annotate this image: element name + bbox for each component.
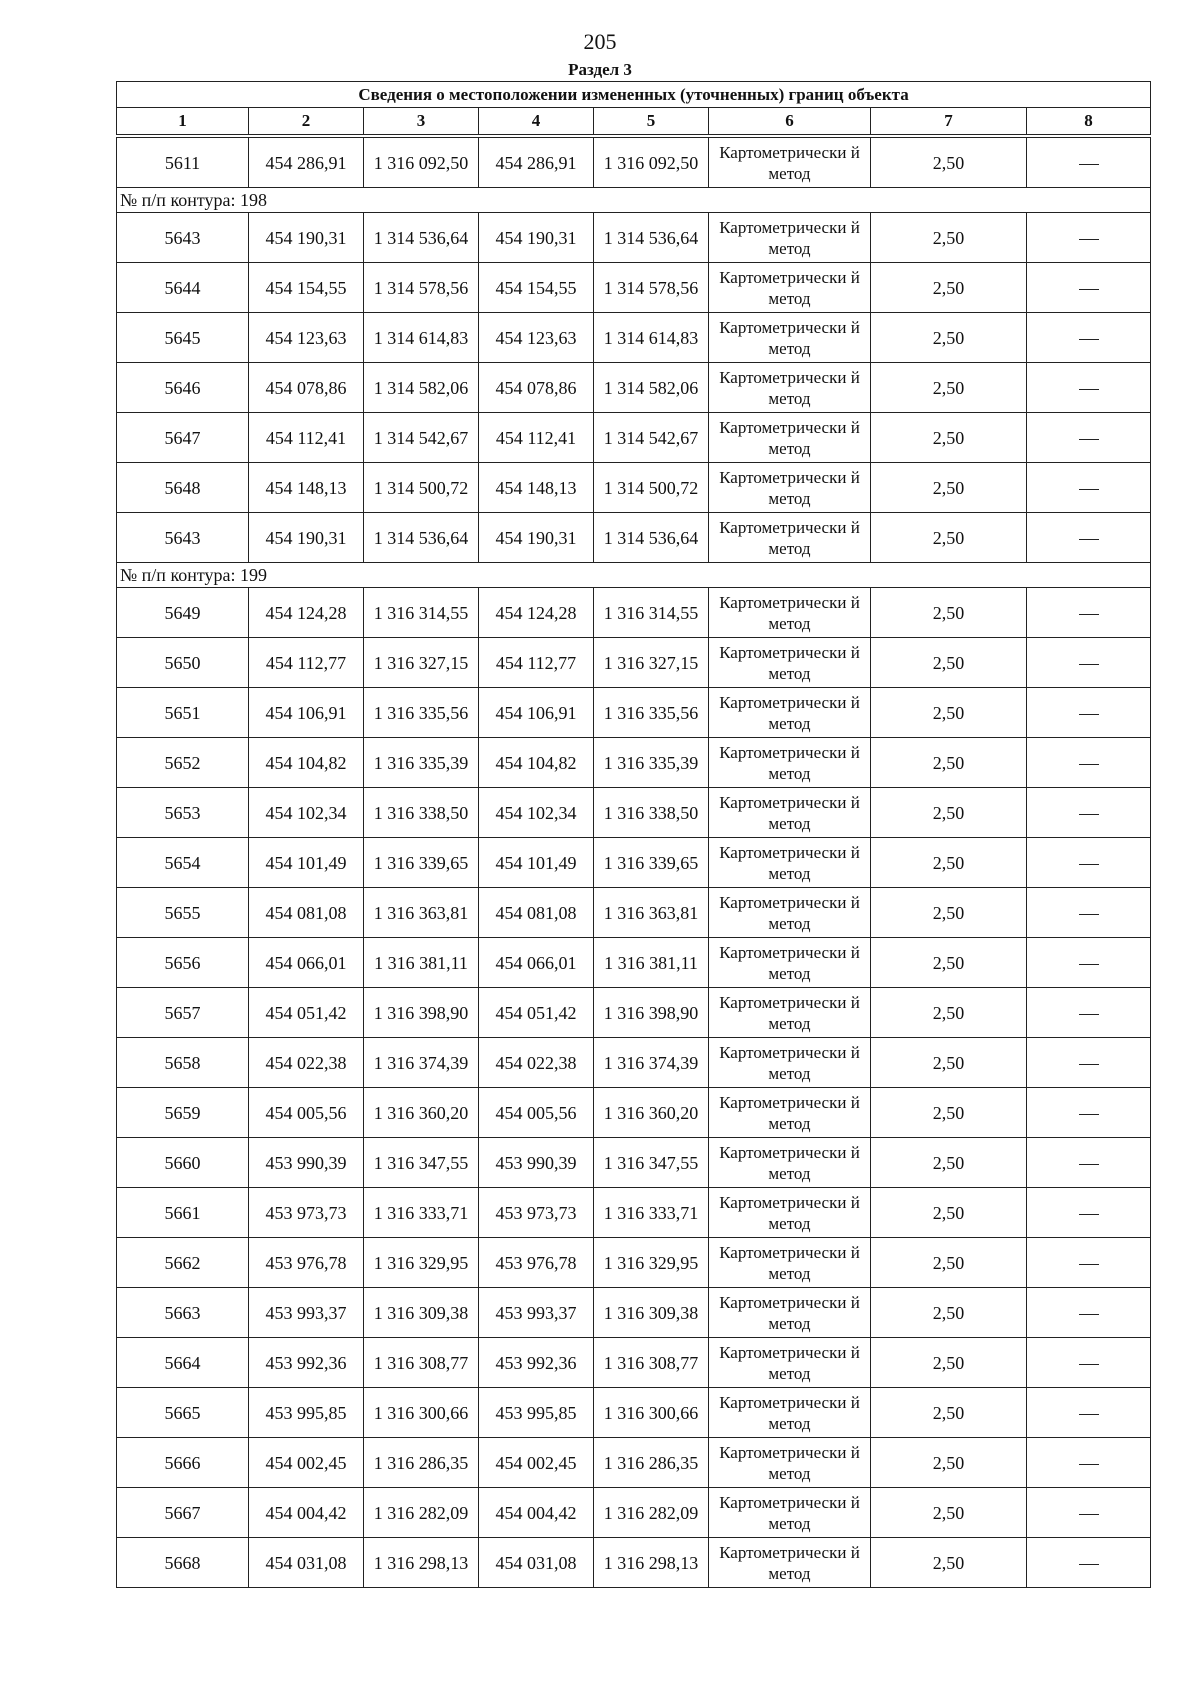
y-coordinate-new-cell: 1 316 363,81 <box>594 888 709 938</box>
y-coordinate-new-cell: 1 314 536,64 <box>594 513 709 563</box>
x-coordinate-cell: 454 066,01 <box>249 938 364 988</box>
dash-mark <box>1079 1414 1099 1415</box>
table-row <box>117 688 1151 738</box>
y-coordinate-new-cell: 1 316 286,35 <box>594 1438 709 1488</box>
x-coordinate-cell: 454 286,91 <box>249 138 364 188</box>
accuracy-cell: 2,50 <box>871 1488 1027 1538</box>
table-caption: Сведения о местоположении измененных (уточненных) границ объекта <box>117 82 1151 108</box>
dash-mark <box>1079 814 1099 815</box>
y-coordinate-cell: 1 316 092,50 <box>364 138 479 188</box>
y-coordinate-cell: 1 316 308,77 <box>364 1338 479 1388</box>
point-number-cell: 5665 <box>117 1388 249 1438</box>
point-number-cell: 5647 <box>117 413 249 463</box>
method-cell: Картометрически й метод <box>709 788 871 838</box>
y-coordinate-new-cell: 1 316 339,65 <box>594 838 709 888</box>
x-coordinate-cell: 454 112,77 <box>249 638 364 688</box>
table-row <box>117 463 1151 513</box>
method-cell: Картометрически й метод <box>709 313 871 363</box>
point-number-cell: 5611 <box>117 138 249 188</box>
x-coordinate-cell: 453 990,39 <box>249 1138 364 1188</box>
table-row <box>117 788 1151 838</box>
dash-mark <box>1079 489 1099 490</box>
note-cell <box>1027 1538 1151 1588</box>
dash-mark <box>1079 864 1099 865</box>
note-cell <box>1027 263 1151 313</box>
accuracy-cell: 2,50 <box>871 838 1027 888</box>
accuracy-cell: 2,50 <box>871 988 1027 1038</box>
method-cell: Картометрически й метод <box>709 1138 871 1188</box>
table-row <box>117 1138 1151 1188</box>
x-coordinate-new-cell: 454 102,34 <box>479 788 594 838</box>
method-cell: Картометрически й метод <box>709 1338 871 1388</box>
point-number-cell: 5653 <box>117 788 249 838</box>
x-coordinate-new-cell: 454 123,63 <box>479 313 594 363</box>
y-coordinate-new-cell: 1 316 347,55 <box>594 1138 709 1188</box>
method-cell: Картометрически й метод <box>709 138 871 188</box>
method-cell: Картометрически й метод <box>709 838 871 888</box>
x-coordinate-cell: 454 123,63 <box>249 313 364 363</box>
dash-mark <box>1079 1014 1099 1015</box>
y-coordinate-new-cell: 1 314 536,64 <box>594 213 709 263</box>
y-coordinate-cell: 1 316 327,15 <box>364 638 479 688</box>
point-number-cell: 5666 <box>117 1438 249 1488</box>
dash-mark <box>1079 1364 1099 1365</box>
x-coordinate-cell: 453 995,85 <box>249 1388 364 1438</box>
dash-mark <box>1079 1514 1099 1515</box>
table-row <box>117 1538 1151 1588</box>
y-coordinate-new-cell: 1 316 335,56 <box>594 688 709 738</box>
point-number-cell: 5663 <box>117 1288 249 1338</box>
dash-mark <box>1079 1214 1099 1215</box>
point-number-cell: 5643 <box>117 513 249 563</box>
y-coordinate-new-cell: 1 316 381,11 <box>594 938 709 988</box>
y-coordinate-cell: 1 316 329,95 <box>364 1238 479 1288</box>
dash-mark <box>1079 539 1099 540</box>
note-cell <box>1027 838 1151 888</box>
contour-label: № п/п контура: 199 <box>117 563 1151 588</box>
column-number: 5 <box>594 108 709 135</box>
method-cell: Картометрически й метод <box>709 938 871 988</box>
y-coordinate-cell: 1 316 300,66 <box>364 1388 479 1438</box>
accuracy-cell: 2,50 <box>871 788 1027 838</box>
column-number: 8 <box>1027 108 1151 135</box>
dash-mark <box>1079 764 1099 765</box>
dash-mark <box>1079 1564 1099 1565</box>
x-coordinate-new-cell: 454 101,49 <box>479 838 594 888</box>
y-coordinate-new-cell: 1 314 542,67 <box>594 413 709 463</box>
x-coordinate-new-cell: 454 078,86 <box>479 363 594 413</box>
method-cell: Картометрически й метод <box>709 988 871 1038</box>
point-number-cell: 5650 <box>117 638 249 688</box>
table-row <box>117 513 1151 563</box>
column-number: 7 <box>871 108 1027 135</box>
accuracy-cell: 2,50 <box>871 1138 1027 1188</box>
y-coordinate-new-cell: 1 316 333,71 <box>594 1188 709 1238</box>
note-cell <box>1027 513 1151 563</box>
table-row <box>117 213 1151 263</box>
y-coordinate-new-cell: 1 316 092,50 <box>594 138 709 188</box>
table-row <box>117 1038 1151 1088</box>
table-row <box>117 1488 1151 1538</box>
contour-row <box>117 563 1151 588</box>
y-coordinate-cell: 1 316 398,90 <box>364 988 479 1038</box>
column-number: 4 <box>479 108 594 135</box>
method-cell: Картометрически й метод <box>709 1288 871 1338</box>
dash-mark <box>1079 339 1099 340</box>
page-number: 205 <box>583 29 617 54</box>
x-coordinate-cell: 454 004,42 <box>249 1488 364 1538</box>
note-cell <box>1027 1238 1151 1288</box>
y-coordinate-new-cell: 1 316 300,66 <box>594 1388 709 1438</box>
y-coordinate-cell: 1 314 582,06 <box>364 363 479 413</box>
note-cell <box>1027 1038 1151 1088</box>
dash-mark <box>1079 614 1099 615</box>
accuracy-cell: 2,50 <box>871 638 1027 688</box>
note-cell <box>1027 888 1151 938</box>
table-row <box>117 988 1151 1038</box>
column-number: 2 <box>249 108 364 135</box>
y-coordinate-new-cell: 1 316 335,39 <box>594 738 709 788</box>
x-coordinate-cell: 453 993,37 <box>249 1288 364 1338</box>
x-coordinate-cell: 454 005,56 <box>249 1088 364 1138</box>
x-coordinate-new-cell: 454 002,45 <box>479 1438 594 1488</box>
note-cell <box>1027 1488 1151 1538</box>
note-cell <box>1027 1438 1151 1488</box>
x-coordinate-cell: 454 002,45 <box>249 1438 364 1488</box>
x-coordinate-cell: 453 976,78 <box>249 1238 364 1288</box>
dash-mark <box>1079 1164 1099 1165</box>
y-coordinate-cell: 1 316 339,65 <box>364 838 479 888</box>
point-number-cell: 5657 <box>117 988 249 1038</box>
dash-mark <box>1079 914 1099 915</box>
x-coordinate-new-cell: 454 124,28 <box>479 588 594 638</box>
y-coordinate-cell: 1 316 314,55 <box>364 588 479 638</box>
x-coordinate-new-cell: 454 104,82 <box>479 738 594 788</box>
x-coordinate-cell: 454 104,82 <box>249 738 364 788</box>
point-number-cell: 5668 <box>117 1538 249 1588</box>
x-coordinate-new-cell: 454 148,13 <box>479 463 594 513</box>
x-coordinate-cell: 454 124,28 <box>249 588 364 638</box>
point-number-cell: 5646 <box>117 363 249 413</box>
point-number-cell: 5661 <box>117 1188 249 1238</box>
x-coordinate-new-cell: 454 112,77 <box>479 638 594 688</box>
note-cell <box>1027 588 1151 638</box>
x-coordinate-new-cell: 454 005,56 <box>479 1088 594 1138</box>
note-cell <box>1027 738 1151 788</box>
table-row <box>117 138 1151 188</box>
method-cell: Картометрически й метод <box>709 638 871 688</box>
dash-mark <box>1079 1314 1099 1315</box>
y-coordinate-cell: 1 316 282,09 <box>364 1488 479 1538</box>
x-coordinate-new-cell: 454 051,42 <box>479 988 594 1038</box>
y-coordinate-cell: 1 316 347,55 <box>364 1138 479 1188</box>
method-cell: Картометрически й метод <box>709 513 871 563</box>
x-coordinate-cell: 454 148,13 <box>249 463 364 513</box>
method-cell: Картометрически й метод <box>709 588 871 638</box>
note-cell <box>1027 688 1151 738</box>
method-cell: Картометрически й метод <box>709 738 871 788</box>
y-coordinate-new-cell: 1 316 298,13 <box>594 1538 709 1588</box>
method-cell: Картометрически й метод <box>709 1238 871 1288</box>
y-coordinate-cell: 1 316 298,13 <box>364 1538 479 1588</box>
point-number-cell: 5659 <box>117 1088 249 1138</box>
note-cell <box>1027 463 1151 513</box>
y-coordinate-cell: 1 316 335,56 <box>364 688 479 738</box>
table-row <box>117 413 1151 463</box>
point-number-cell: 5662 <box>117 1238 249 1288</box>
y-coordinate-new-cell: 1 316 338,50 <box>594 788 709 838</box>
dash-mark <box>1079 289 1099 290</box>
y-coordinate-new-cell: 1 316 282,09 <box>594 1488 709 1538</box>
column-number: 1 <box>117 108 249 135</box>
note-cell <box>1027 938 1151 988</box>
point-number-cell: 5654 <box>117 838 249 888</box>
note-cell <box>1027 213 1151 263</box>
method-cell: Картометрически й метод <box>709 463 871 513</box>
dash-mark <box>1079 1264 1099 1265</box>
dash-mark <box>1079 1064 1099 1065</box>
column-number: 6 <box>709 108 871 135</box>
dash-mark <box>1079 239 1099 240</box>
y-coordinate-new-cell: 1 316 329,95 <box>594 1238 709 1288</box>
table-row <box>117 738 1151 788</box>
x-coordinate-cell: 453 973,73 <box>249 1188 364 1238</box>
table-row <box>117 1388 1151 1438</box>
table-row <box>117 1438 1151 1488</box>
point-number-cell: 5664 <box>117 1338 249 1388</box>
accuracy-cell: 2,50 <box>871 1238 1027 1288</box>
accuracy-cell: 2,50 <box>871 263 1027 313</box>
note-cell <box>1027 638 1151 688</box>
x-coordinate-new-cell: 454 066,01 <box>479 938 594 988</box>
point-number-cell: 5660 <box>117 1138 249 1188</box>
accuracy-cell: 2,50 <box>871 138 1027 188</box>
y-coordinate-cell: 1 316 360,20 <box>364 1088 479 1138</box>
x-coordinate-cell: 454 102,34 <box>249 788 364 838</box>
y-coordinate-new-cell: 1 316 308,77 <box>594 1338 709 1388</box>
accuracy-cell: 2,50 <box>871 413 1027 463</box>
table-row <box>117 1288 1151 1338</box>
accuracy-cell: 2,50 <box>871 213 1027 263</box>
note-cell <box>1027 1388 1151 1438</box>
section-title: Раздел 3 <box>568 60 632 79</box>
accuracy-cell: 2,50 <box>871 688 1027 738</box>
x-coordinate-cell: 453 992,36 <box>249 1338 364 1388</box>
accuracy-cell: 2,50 <box>871 888 1027 938</box>
point-number-cell: 5651 <box>117 688 249 738</box>
x-coordinate-cell: 454 022,38 <box>249 1038 364 1088</box>
y-coordinate-cell: 1 316 381,11 <box>364 938 479 988</box>
x-coordinate-cell: 454 106,91 <box>249 688 364 738</box>
y-coordinate-cell: 1 314 614,83 <box>364 313 479 363</box>
x-coordinate-cell: 454 101,49 <box>249 838 364 888</box>
table-row <box>117 588 1151 638</box>
accuracy-cell: 2,50 <box>871 1538 1027 1588</box>
accuracy-cell: 2,50 <box>871 1438 1027 1488</box>
note-cell <box>1027 138 1151 188</box>
note-cell <box>1027 1088 1151 1138</box>
y-coordinate-new-cell: 1 314 578,56 <box>594 263 709 313</box>
table-row <box>117 1088 1151 1138</box>
table-row <box>117 263 1151 313</box>
x-coordinate-cell: 454 081,08 <box>249 888 364 938</box>
method-cell: Картометрически й метод <box>709 213 871 263</box>
note-cell <box>1027 1188 1151 1238</box>
method-cell: Картометрически й метод <box>709 1038 871 1088</box>
point-number-cell: 5648 <box>117 463 249 513</box>
point-number-cell: 5644 <box>117 263 249 313</box>
method-cell: Картометрически й метод <box>709 688 871 738</box>
method-cell: Картометрически й метод <box>709 1088 871 1138</box>
x-coordinate-new-cell: 454 031,08 <box>479 1538 594 1588</box>
dash-mark <box>1079 389 1099 390</box>
y-coordinate-cell: 1 314 500,72 <box>364 463 479 513</box>
method-cell: Картометрически й метод <box>709 363 871 413</box>
note-cell <box>1027 313 1151 363</box>
y-coordinate-cell: 1 314 536,64 <box>364 513 479 563</box>
method-cell: Картометрически й метод <box>709 1538 871 1588</box>
x-coordinate-new-cell: 454 190,31 <box>479 213 594 263</box>
note-cell <box>1027 413 1151 463</box>
y-coordinate-cell: 1 316 335,39 <box>364 738 479 788</box>
accuracy-cell: 2,50 <box>871 313 1027 363</box>
accuracy-cell: 2,50 <box>871 1338 1027 1388</box>
point-number-cell: 5652 <box>117 738 249 788</box>
x-coordinate-cell: 454 190,31 <box>249 513 364 563</box>
y-coordinate-cell: 1 314 578,56 <box>364 263 479 313</box>
x-coordinate-cell: 454 031,08 <box>249 1538 364 1588</box>
x-coordinate-new-cell: 453 995,85 <box>479 1388 594 1438</box>
contour-row <box>117 188 1151 213</box>
x-coordinate-cell: 454 051,42 <box>249 988 364 1038</box>
table-row <box>117 1338 1151 1388</box>
x-coordinate-cell: 454 112,41 <box>249 413 364 463</box>
y-coordinate-cell: 1 316 309,38 <box>364 1288 479 1338</box>
dash-mark <box>1079 714 1099 715</box>
x-coordinate-new-cell: 453 992,36 <box>479 1338 594 1388</box>
x-coordinate-new-cell: 454 112,41 <box>479 413 594 463</box>
dash-mark <box>1079 439 1099 440</box>
accuracy-cell: 2,50 <box>871 1188 1027 1238</box>
accuracy-cell: 2,50 <box>871 1288 1027 1338</box>
note-cell <box>1027 988 1151 1038</box>
note-cell <box>1027 1138 1151 1188</box>
x-coordinate-new-cell: 453 973,73 <box>479 1188 594 1238</box>
method-cell: Картометрически й метод <box>709 888 871 938</box>
accuracy-cell: 2,50 <box>871 463 1027 513</box>
accuracy-cell: 2,50 <box>871 1088 1027 1138</box>
y-coordinate-new-cell: 1 316 374,39 <box>594 1038 709 1088</box>
x-coordinate-new-cell: 454 081,08 <box>479 888 594 938</box>
accuracy-cell: 2,50 <box>871 1388 1027 1438</box>
y-coordinate-cell: 1 314 542,67 <box>364 413 479 463</box>
accuracy-cell: 2,50 <box>871 938 1027 988</box>
point-number-cell: 5656 <box>117 938 249 988</box>
y-coordinate-new-cell: 1 314 614,83 <box>594 313 709 363</box>
coordinates-table <box>116 81 1151 1588</box>
table-row <box>117 888 1151 938</box>
x-coordinate-new-cell: 454 004,42 <box>479 1488 594 1538</box>
y-coordinate-cell: 1 314 536,64 <box>364 213 479 263</box>
dash-mark <box>1079 164 1099 165</box>
x-coordinate-new-cell: 453 990,39 <box>479 1138 594 1188</box>
table-row <box>117 1188 1151 1238</box>
y-coordinate-cell: 1 316 338,50 <box>364 788 479 838</box>
accuracy-cell: 2,50 <box>871 1038 1027 1088</box>
y-coordinate-cell: 1 316 363,81 <box>364 888 479 938</box>
y-coordinate-new-cell: 1 314 582,06 <box>594 363 709 413</box>
dash-mark <box>1079 1464 1099 1465</box>
y-coordinate-new-cell: 1 316 398,90 <box>594 988 709 1038</box>
table-row <box>117 938 1151 988</box>
table-row <box>117 363 1151 413</box>
column-number: 3 <box>364 108 479 135</box>
dash-mark <box>1079 664 1099 665</box>
x-coordinate-new-cell: 454 286,91 <box>479 138 594 188</box>
note-cell <box>1027 1288 1151 1338</box>
y-coordinate-cell: 1 316 286,35 <box>364 1438 479 1488</box>
table-row <box>117 638 1151 688</box>
y-coordinate-new-cell: 1 316 309,38 <box>594 1288 709 1338</box>
x-coordinate-new-cell: 454 190,31 <box>479 513 594 563</box>
table-row <box>117 313 1151 363</box>
point-number-cell: 5645 <box>117 313 249 363</box>
note-cell <box>1027 363 1151 413</box>
point-number-cell: 5658 <box>117 1038 249 1088</box>
accuracy-cell: 2,50 <box>871 588 1027 638</box>
table-row <box>117 1238 1151 1288</box>
accuracy-cell: 2,50 <box>871 738 1027 788</box>
x-coordinate-new-cell: 454 154,55 <box>479 263 594 313</box>
x-coordinate-new-cell: 453 993,37 <box>479 1288 594 1338</box>
point-number-cell: 5667 <box>117 1488 249 1538</box>
contour-label: № п/п контура: 198 <box>117 188 1151 213</box>
method-cell: Картометрически й метод <box>709 1488 871 1538</box>
x-coordinate-cell: 454 078,86 <box>249 363 364 413</box>
x-coordinate-new-cell: 454 022,38 <box>479 1038 594 1088</box>
method-cell: Картометрически й метод <box>709 413 871 463</box>
y-coordinate-new-cell: 1 316 327,15 <box>594 638 709 688</box>
method-cell: Картометрически й метод <box>709 1388 871 1438</box>
dash-mark <box>1079 964 1099 965</box>
x-coordinate-new-cell: 454 106,91 <box>479 688 594 738</box>
method-cell: Картометрически й метод <box>709 1438 871 1488</box>
point-number-cell: 5655 <box>117 888 249 938</box>
y-coordinate-new-cell: 1 316 314,55 <box>594 588 709 638</box>
method-cell: Картометрически й метод <box>709 263 871 313</box>
accuracy-cell: 2,50 <box>871 363 1027 413</box>
method-cell: Картометрически й метод <box>709 1188 871 1238</box>
table-row <box>117 838 1151 888</box>
y-coordinate-new-cell: 1 314 500,72 <box>594 463 709 513</box>
accuracy-cell: 2,50 <box>871 513 1027 563</box>
note-cell <box>1027 788 1151 838</box>
x-coordinate-cell: 454 154,55 <box>249 263 364 313</box>
y-coordinate-new-cell: 1 316 360,20 <box>594 1088 709 1138</box>
y-coordinate-cell: 1 316 374,39 <box>364 1038 479 1088</box>
dash-mark <box>1079 1114 1099 1115</box>
y-coordinate-cell: 1 316 333,71 <box>364 1188 479 1238</box>
point-number-cell: 5643 <box>117 213 249 263</box>
note-cell <box>1027 1338 1151 1388</box>
x-coordinate-new-cell: 453 976,78 <box>479 1238 594 1288</box>
x-coordinate-cell: 454 190,31 <box>249 213 364 263</box>
point-number-cell: 5649 <box>117 588 249 638</box>
